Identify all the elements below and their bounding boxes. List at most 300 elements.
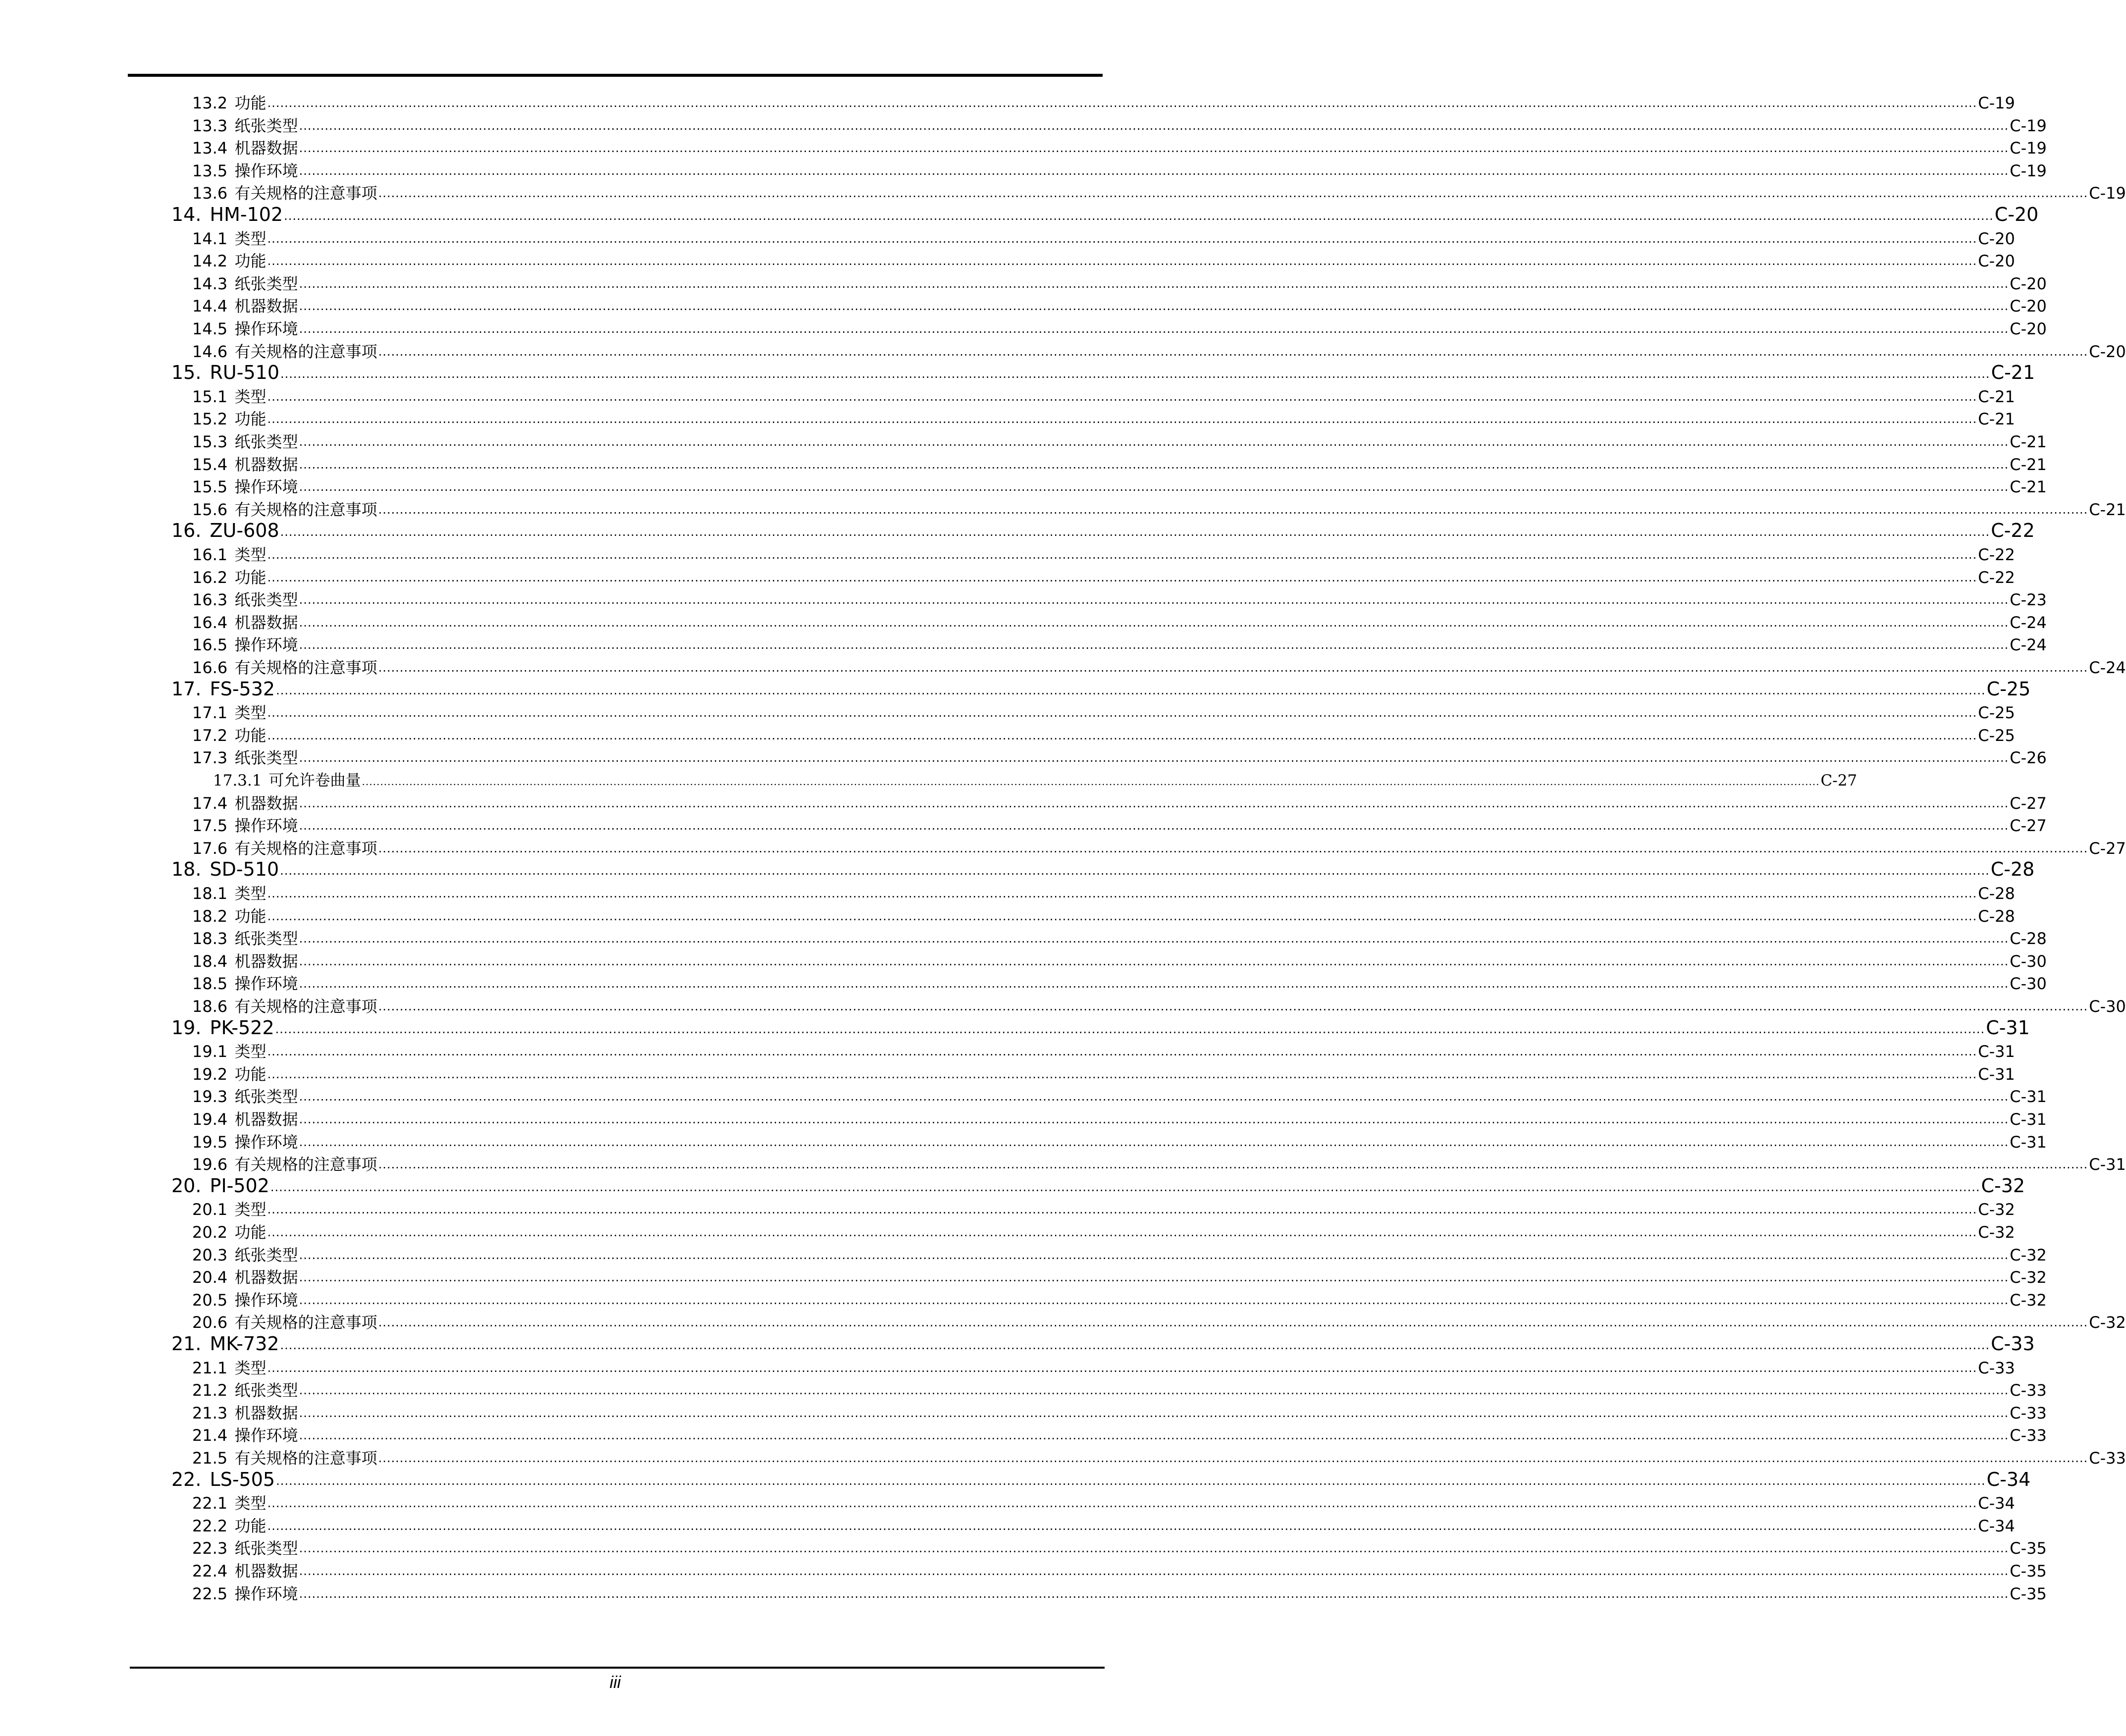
- toc-dot-leader: ................................................................................................................................................................................................................................................................................................................................................................................................................: [378, 1157, 2088, 1172]
- toc-entry-number: 19.3: [192, 1087, 228, 1106]
- toc-entry-title: RU-510: [210, 362, 279, 384]
- toc-entry-number: 13.5: [192, 161, 228, 180]
- toc-entry-number: 19.5: [192, 1132, 228, 1152]
- toc-entry-title: 纸张类型: [234, 274, 298, 293]
- toc-entry-title: 纸张类型: [234, 1087, 298, 1106]
- toc-dot-leader: ................................................................................................................................................................................................................................................................................................................................................................................................................: [299, 593, 2009, 607]
- toc-entry-number: 16.4: [192, 613, 228, 632]
- toc-dot-leader: ................................................................................................................................................................................................................................................................................................................................................................................................................: [378, 841, 2088, 855]
- toc-entry-number: 21.3: [192, 1403, 228, 1422]
- toc-entry-title: SD-510: [210, 858, 279, 881]
- toc-entry-page: C-32: [2089, 1313, 2126, 1332]
- toc-dot-leader: ................................................................................................................................................................................................................................................................................................................................................................................................................: [299, 322, 2009, 336]
- toc-entry-title: 功能: [234, 1223, 266, 1242]
- toc-entry-number: 17.2: [192, 726, 228, 745]
- toc-entry-title: 有关规格的注意事项: [234, 839, 377, 858]
- toc-entry-page: C-20: [1994, 204, 2039, 225]
- toc-entry-number: 14.3: [192, 274, 228, 293]
- toc-entry-page: C-20: [1978, 252, 2015, 271]
- toc-entry-title: 有关规格的注意事项: [234, 1313, 377, 1332]
- toc-dot-leader: ................................................................................................................................................................................................................................................................................................................................................................................................................: [299, 751, 2009, 765]
- toc-entry-page: C-26: [2010, 748, 2047, 768]
- toc-entry-number: 18.5: [192, 974, 228, 994]
- toc-entry-number: 13.2: [192, 94, 228, 112]
- toc-dot-leader: ................................................................................................................................................................................................................................................................................................................................................................................................................: [267, 706, 1977, 720]
- toc-entry-title: 类型: [234, 1358, 266, 1377]
- toc-section-entry[interactable]: [192, 726, 2015, 745]
- toc-entry-title: LS-505: [210, 1468, 275, 1490]
- toc-dot-leader: ................................................................................................................................................................................................................................................................................................................................................................................................................: [267, 1045, 1977, 1059]
- toc-dot-leader: ................................................................................................................................................................................................................................................................................................................................................................................................................: [267, 887, 1977, 900]
- toc-chapter-entry[interactable]: [171, 858, 2035, 881]
- toc-entry-page: C-32: [2010, 1245, 2047, 1264]
- toc-entry-page: C-20: [2010, 297, 2047, 316]
- toc-section-entry[interactable]: [192, 1358, 2015, 1377]
- toc-entry-page: C-34: [1978, 1516, 2015, 1535]
- toc-dot-leader: ................................................................................................................................................................................................................................................................................................................................................................................................................: [299, 932, 2009, 946]
- toc-dot-leader: ................................................................................................................................................................................................................................................................................................................................................................................................................: [378, 186, 2088, 201]
- toc-entry-number: 17.3.1: [213, 772, 262, 789]
- toc-section-entry[interactable]: [192, 139, 2047, 158]
- toc-entry-page: C-30: [2089, 997, 2126, 1016]
- toc-entry-title: 机器数据: [234, 1268, 298, 1287]
- toc-entry-page: C-24: [2010, 635, 2047, 655]
- toc-dot-leader: ................................................................................................................................................................................................................................................................................................................................................................................................................: [299, 977, 2009, 991]
- toc-entry-page: C-32: [1978, 1223, 2015, 1242]
- toc-dot-leader: ................................................................................................................................................................................................................................................................................................................................................................................................................: [267, 728, 1977, 742]
- toc-entry-number: 15.1: [192, 387, 228, 406]
- toc-entry-page: C-19: [1978, 94, 2015, 112]
- toc-section-entry[interactable]: [192, 297, 2047, 316]
- toc-entry-page: C-32: [1978, 1200, 2015, 1219]
- toc-entry-page: C-20: [2089, 342, 2126, 361]
- toc-entry-page: C-25: [1978, 726, 2015, 745]
- toc-entry-page: C-22: [1991, 520, 2035, 542]
- toc-entry-page: C-33: [2089, 1449, 2126, 1468]
- toc-dot-leader: ................................................................................................................................................................................................................................................................................................................................................................................................................: [378, 1451, 2088, 1465]
- toc-entry-number: 21.2: [192, 1381, 228, 1400]
- toc-entry-number: 14.: [171, 204, 202, 225]
- toc-entry-title: 类型: [234, 703, 266, 723]
- toc-entry-title: 纸张类型: [234, 929, 298, 948]
- toc-dot-leader: ................................................................................................................................................................................................................................................................................................................................................................................................................: [299, 457, 2009, 472]
- toc-dot-leader: ................................................................................................................................................................................................................................................................................................................................................................................................................: [267, 1067, 1977, 1081]
- toc-entry-number: 17.3: [192, 748, 228, 768]
- toc-entry-title: 类型: [234, 1494, 266, 1513]
- toc-entry-page: C-33: [2010, 1381, 2047, 1400]
- toc-section-entry[interactable]: [192, 1268, 2047, 1287]
- toc-dot-leader: ................................................................................................................................................................................................................................................................................................................................................................................................................: [267, 1203, 1977, 1217]
- toc-section-entry[interactable]: [192, 477, 2047, 497]
- toc-entry-number: 14.1: [192, 229, 228, 248]
- toc-entry-title: 可允许卷曲量: [268, 772, 361, 789]
- toc-section-entry[interactable]: [192, 184, 2126, 203]
- toc-chapter-entry[interactable]: [171, 1333, 2035, 1355]
- toc-entry-title: 功能: [234, 252, 266, 271]
- toc-dot-leader: ................................................................................................................................................................................................................................................................................................................................................................................................................: [299, 1586, 2009, 1601]
- toc-entry-title: 有关规格的注意事项: [234, 997, 377, 1016]
- toc-entry-page: C-24: [2089, 658, 2126, 677]
- toc-section-entry[interactable]: [192, 635, 2047, 655]
- toc-entry-title: 有关规格的注意事项: [234, 184, 377, 203]
- toc-entry-number: 22.4: [192, 1562, 228, 1580]
- toc-entry-number: 15.3: [192, 432, 228, 451]
- toc-entry-number: 14.5: [192, 319, 228, 338]
- toc-entry-page: C-33: [2010, 1403, 2047, 1422]
- toc-section-entry[interactable]: [192, 252, 2015, 271]
- toc-entry-page: C-32: [1981, 1174, 2025, 1197]
- toc-section-entry[interactable]: [192, 1132, 2047, 1152]
- toc-entry-title: PK-522: [210, 1016, 274, 1039]
- toc-chapter-entry[interactable]: [171, 1468, 2031, 1490]
- toc-entry-page: C-21: [2010, 455, 2047, 474]
- toc-entry-title: 操作环境: [234, 161, 298, 180]
- toc-section-entry[interactable]: [192, 545, 2015, 564]
- toc-entry-title: 功能: [234, 1064, 266, 1084]
- toc-entry-number: 22.5: [192, 1584, 228, 1603]
- toc-dot-leader: ................................................................................................................................................................................................................................................................................................................................................................................................................: [299, 638, 2009, 652]
- toc-entry-number: 19.4: [192, 1110, 228, 1129]
- toc-entry-title: 机器数据: [234, 613, 298, 632]
- toc-dot-leader: ................................................................................................................................................................................................................................................................................................................................................................................................................: [378, 1000, 2088, 1013]
- toc-entry-title: 纸张类型: [234, 432, 298, 451]
- toc-entry-page: C-35: [2010, 1584, 2047, 1603]
- toc-entry-title: 纸张类型: [234, 1539, 298, 1558]
- toc-entry-page: C-30: [2010, 974, 2047, 994]
- toc-entry-title: 功能: [234, 568, 266, 587]
- toc-entry-title: 操作环境: [234, 816, 298, 836]
- toc-dot-leader: ................................................................................................................................................................................................................................................................................................................................................................................................................: [378, 1315, 2088, 1330]
- toc-dot-leader: ................................................................................................................................................................................................................................................................................................................................................................................................................: [299, 615, 2009, 630]
- toc-section-entry[interactable]: [192, 906, 2015, 926]
- toc-entry-number: 14.6: [192, 342, 228, 361]
- toc-dot-leader: ................................................................................................................................................................................................................................................................................................................................................................................................................: [299, 1135, 2009, 1149]
- toc-dot-leader: ................................................................................................................................................................................................................................................................................................................................................................................................................: [267, 1496, 1977, 1511]
- toc-section-entry[interactable]: [192, 748, 2047, 768]
- toc-entry-number: 19.6: [192, 1155, 228, 1174]
- toc-dot-leader: ................................................................................................................................................................................................................................................................................................................................................................................................................: [299, 435, 2009, 449]
- toc-section-entry[interactable]: [192, 1381, 2047, 1400]
- toc-entry-page: C-31: [2010, 1132, 2047, 1152]
- toc-dot-leader: ................................................................................................................................................................................................................................................................................................................................................................................................................: [299, 1112, 2009, 1126]
- toc-dot-leader: ................................................................................................................................................................................................................................................................................................................................................................................................................: [280, 1338, 1990, 1352]
- toc-entry-page: C-20: [2010, 274, 2047, 293]
- toc-entry-number: 13.4: [192, 139, 228, 158]
- toc-dot-leader: ................................................................................................................................................................................................................................................................................................................................................................................................................: [267, 254, 1977, 268]
- toc-section-entry[interactable]: [192, 929, 2047, 948]
- toc-dot-leader: ................................................................................................................................................................................................................................................................................................................................................................................................................: [276, 683, 1986, 697]
- toc-entry-title: 操作环境: [234, 1290, 298, 1310]
- toc-entry-page: C-28: [1978, 906, 2015, 926]
- toc-entry-page: C-21: [1978, 387, 2015, 406]
- toc-entry-page: C-21: [2089, 500, 2126, 519]
- toc-section-entry[interactable]: [192, 161, 2047, 180]
- toc-entry-page: C-35: [2010, 1562, 2047, 1580]
- toc-dot-leader: ................................................................................................................................................................................................................................................................................................................................................................................................................: [299, 819, 2009, 833]
- toc-entry-title: 功能: [234, 1516, 266, 1535]
- toc-entry-number: 17.5: [192, 816, 228, 836]
- toc-dot-leader: ................................................................................................................................................................................................................................................................................................................................................................................................................: [280, 864, 1990, 878]
- toc-section-entry[interactable]: [192, 951, 2047, 971]
- toc-entry-number: 15.4: [192, 455, 228, 474]
- toc-entry-number: 21.4: [192, 1426, 228, 1445]
- toc-section-entry[interactable]: [192, 703, 2015, 723]
- toc-entry-title: 有关规格的注意事项: [234, 658, 377, 677]
- toc-dot-leader: ................................................................................................................................................................................................................................................................................................................................................................................................................: [299, 480, 2009, 494]
- toc-entry-title: 纸张类型: [234, 1245, 298, 1264]
- toc-entry-title: 机器数据: [234, 297, 298, 316]
- toc-entry-title: 机器数据: [234, 1562, 298, 1580]
- toc-entry-title: PI-502: [210, 1174, 269, 1197]
- toc-dot-leader: ................................................................................................................................................................................................................................................................................................................................................................................................................: [299, 1541, 2009, 1556]
- toc-section-entry[interactable]: [192, 1087, 2047, 1106]
- toc-dot-leader: ................................................................................................................................................................................................................................................................................................................................................................................................................: [275, 1022, 1985, 1036]
- toc-entry-page: C-21: [2010, 477, 2047, 497]
- toc-entry-page: C-28: [1990, 858, 2035, 881]
- toc-entry-number: 20.: [171, 1174, 202, 1197]
- toc-entry-page: C-33: [2010, 1426, 2047, 1445]
- toc-entry-page: C-28: [1978, 884, 2015, 903]
- toc-entry-page: C-20: [2010, 319, 2047, 338]
- toc-chapter-entry[interactable]: [171, 204, 2039, 225]
- toc-entry-page: C-31: [2010, 1087, 2047, 1106]
- toc-dot-leader: ................................................................................................................................................................................................................................................................................................................................................................................................................: [362, 776, 1820, 788]
- toc-entry-title: 机器数据: [234, 1403, 298, 1422]
- toc-dot-leader: ................................................................................................................................................................................................................................................................................................................................................................................................................: [267, 909, 1977, 923]
- toc-section-entry[interactable]: [192, 1223, 2015, 1242]
- toc-entry-number: 22.2: [192, 1516, 228, 1535]
- toc-entry-title: 功能: [234, 410, 266, 429]
- toc-entry-page: C-27: [1820, 772, 1858, 789]
- toc-section-entry[interactable]: [192, 1042, 2015, 1061]
- toc-section-entry[interactable]: [192, 1449, 2126, 1468]
- toc-entry-number: 13.3: [192, 116, 228, 135]
- toc-dot-leader: ................................................................................................................................................................................................................................................................................................................................................................................................................: [267, 1361, 1977, 1375]
- toc-chapter-entry[interactable]: [171, 362, 2035, 384]
- toc-dot-leader: ................................................................................................................................................................................................................................................................................................................................................................................................................: [378, 661, 2088, 675]
- toc-entry-title: 纸张类型: [234, 1381, 298, 1400]
- toc-entry-title: 类型: [234, 1200, 266, 1219]
- toc-chapter-entry[interactable]: [171, 678, 2031, 700]
- toc-entry-title: 类型: [234, 387, 266, 406]
- toc-section-entry[interactable]: [192, 974, 2047, 994]
- toc-section-entry[interactable]: [192, 568, 2015, 587]
- toc-section-entry[interactable]: [192, 387, 2015, 406]
- toc-dot-leader: ................................................................................................................................................................................................................................................................................................................................................................................................................: [299, 1090, 2009, 1104]
- toc-entry-page: C-32: [2010, 1290, 2047, 1310]
- toc-entry-title: FS-532: [210, 678, 275, 700]
- toc-entry-page: C-27: [2089, 839, 2126, 858]
- toc-section-entry[interactable]: [192, 500, 2126, 519]
- toc-section-entry[interactable]: [192, 613, 2047, 632]
- toc-section-entry[interactable]: [192, 1403, 2047, 1422]
- toc-section-entry[interactable]: [192, 410, 2015, 429]
- toc-entry-number: 18.1: [192, 884, 228, 903]
- toc-entry-page: C-25: [1986, 678, 2031, 700]
- toc-entry-title: HM-102: [210, 204, 283, 225]
- toc-section-entry[interactable]: [192, 793, 2047, 813]
- toc-section-entry[interactable]: [192, 816, 2047, 836]
- toc-entry-number: 14.4: [192, 297, 228, 316]
- toc-entry-number: 15.5: [192, 477, 228, 497]
- toc-entry-page: C-19: [2089, 184, 2126, 203]
- toc-entry-page: C-21: [2010, 432, 2047, 451]
- toc-entry-number: 19.1: [192, 1042, 228, 1061]
- toc-section-entry[interactable]: [192, 658, 2126, 677]
- toc-entry-title: ZU-608: [210, 520, 279, 542]
- toc-entry-title: 有关规格的注意事项: [234, 1155, 377, 1174]
- toc-entry-number: 17.4: [192, 793, 228, 813]
- toc-entry-number: 21.1: [192, 1358, 228, 1377]
- toc-dot-leader: ................................................................................................................................................................................................................................................................................................................................................................................................................: [280, 367, 1990, 381]
- toc-dot-leader: ................................................................................................................................................................................................................................................................................................................................................................................................................: [267, 1225, 1977, 1239]
- toc-entry-title: 机器数据: [234, 139, 298, 158]
- toc-chapter-entry[interactable]: [171, 1174, 2025, 1197]
- toc-entry-title: 操作环境: [234, 319, 298, 338]
- toc-dot-leader: ................................................................................................................................................................................................................................................................................................................................................................................................................: [299, 276, 2009, 291]
- toc-dot-leader: ................................................................................................................................................................................................................................................................................................................................................................................................................: [299, 1428, 2009, 1443]
- toc-dot-leader: ................................................................................................................................................................................................................................................................................................................................................................................................................: [276, 1473, 1986, 1488]
- toc-entry-title: 操作环境: [234, 1426, 298, 1445]
- toc-entry-title: 有关规格的注意事项: [234, 1449, 377, 1468]
- toc-entry-title: 机器数据: [234, 1110, 298, 1129]
- toc-entry-title: 操作环境: [234, 477, 298, 497]
- toc-dot-leader: ................................................................................................................................................................................................................................................................................................................................................................................................................: [267, 548, 1977, 562]
- toc-section-entry[interactable]: [213, 772, 1858, 789]
- toc-entry-number: 16.5: [192, 635, 228, 655]
- toc-entry-number: 15.6: [192, 500, 228, 519]
- toc-entry-title: 类型: [234, 229, 266, 248]
- toc-entry-title: 类型: [234, 1042, 266, 1061]
- toc-section-entry[interactable]: [192, 1562, 2047, 1580]
- toc-section-entry[interactable]: [192, 274, 2047, 293]
- toc-chapter-entry[interactable]: [171, 1016, 2030, 1039]
- toc-entry-title: 功能: [234, 94, 266, 112]
- toc-section-entry[interactable]: [192, 229, 2015, 248]
- toc-entry-page: C-19: [2010, 139, 2047, 158]
- toc-section-entry[interactable]: [192, 319, 2047, 338]
- toc-dot-leader: ................................................................................................................................................................................................................................................................................................................................................................................................................: [284, 209, 1994, 223]
- toc-section-entry[interactable]: [192, 1064, 2015, 1084]
- toc-section-entry[interactable]: [192, 1584, 2047, 1603]
- toc-entry-page: C-31: [1978, 1042, 2015, 1061]
- toc-dot-leader: ................................................................................................................................................................................................................................................................................................................................................................................................................: [378, 344, 2088, 359]
- toc-section-entry[interactable]: [192, 590, 2047, 610]
- page-number: iii: [609, 1673, 621, 1692]
- toc-entry-number: 18.3: [192, 929, 228, 948]
- toc-entry-page: C-19: [2010, 161, 2047, 180]
- toc-entry-title: 操作环境: [234, 1584, 298, 1603]
- toc-entry-title: 机器数据: [234, 951, 298, 971]
- toc-section-entry[interactable]: [192, 839, 2126, 858]
- toc-entry-page: C-25: [1978, 703, 2015, 723]
- toc-entry-number: 16.2: [192, 568, 228, 587]
- toc-section-entry[interactable]: [192, 1516, 2015, 1535]
- toc-section-entry[interactable]: [192, 1539, 2047, 1558]
- toc-entry-page: C-22: [1978, 568, 2015, 587]
- toc-section-entry[interactable]: [192, 116, 2047, 135]
- toc-entry-number: 18.4: [192, 951, 228, 971]
- toc-entry-page: C-20: [1978, 229, 2015, 248]
- toc-entry-title: 有关规格的注意事项: [234, 500, 377, 519]
- toc-section-entry[interactable]: [192, 1494, 2015, 1513]
- toc-entry-page: C-34: [1978, 1494, 2015, 1513]
- toc-section-entry[interactable]: [192, 1290, 2047, 1310]
- toc-entry-number: 17.6: [192, 839, 228, 858]
- toc-dot-leader: ................................................................................................................................................................................................................................................................................................................................................................................................................: [299, 954, 2009, 968]
- toc-dot-leader: ................................................................................................................................................................................................................................................................................................................................................................................................................: [299, 1564, 2009, 1578]
- toc-section-entry[interactable]: [192, 1245, 2047, 1264]
- toc-section-entry[interactable]: [192, 997, 2126, 1016]
- toc-section-entry[interactable]: [192, 94, 2015, 112]
- toc-entry-number: 20.6: [192, 1313, 228, 1332]
- toc-entry-page: C-21: [1978, 410, 2015, 429]
- toc-dot-leader: ................................................................................................................................................................................................................................................................................................................................................................................................................: [280, 525, 1990, 539]
- toc-entry-number: 15.: [171, 362, 202, 384]
- toc-section-entry[interactable]: [192, 342, 2126, 361]
- footer-rule: [130, 1667, 1105, 1669]
- toc-entry-page: C-21: [1991, 362, 2035, 384]
- toc-dot-leader: ................................................................................................................................................................................................................................................................................................................................................................................................................: [267, 231, 1977, 246]
- toc-entry-title: MK-732: [210, 1333, 279, 1355]
- toc-entry-page: C-30: [2010, 951, 2047, 971]
- toc-section-entry[interactable]: [192, 1313, 2126, 1332]
- toc-entry-number: 17.1: [192, 703, 228, 723]
- toc-dot-leader: ................................................................................................................................................................................................................................................................................................................................................................................................................: [299, 1406, 2009, 1420]
- toc-section-entry[interactable]: [192, 455, 2047, 474]
- toc-dot-leader: ................................................................................................................................................................................................................................................................................................................................................................................................................: [299, 299, 2009, 314]
- toc-entry-title: 有关规格的注意事项: [234, 342, 377, 361]
- toc-section-entry[interactable]: [192, 432, 2047, 451]
- toc-dot-leader: ................................................................................................................................................................................................................................................................................................................................................................................................................: [267, 412, 1977, 426]
- toc-entry-number: 20.3: [192, 1245, 228, 1264]
- toc-entry-number: 20.4: [192, 1268, 228, 1287]
- toc-dot-leader: ................................................................................................................................................................................................................................................................................................................................................................................................................: [299, 796, 2009, 810]
- toc-entry-number: 16.3: [192, 590, 228, 610]
- toc-dot-leader: ................................................................................................................................................................................................................................................................................................................................................................................................................: [299, 1248, 2009, 1262]
- toc-entry-page: C-35: [2010, 1539, 2047, 1558]
- toc-dot-leader: ................................................................................................................................................................................................................................................................................................................................................................................................................: [267, 96, 1977, 110]
- toc-dot-leader: ................................................................................................................................................................................................................................................................................................................................................................................................................: [267, 389, 1977, 404]
- toc-entry-title: 功能: [234, 906, 266, 926]
- toc-entry-number: 22.3: [192, 1539, 228, 1558]
- toc-entry-title: 机器数据: [234, 793, 298, 813]
- toc-section-entry[interactable]: [192, 1155, 2126, 1174]
- toc-entry-page: C-33: [1978, 1358, 2015, 1377]
- toc-entry-number: 16.6: [192, 658, 228, 677]
- toc-section-entry[interactable]: [192, 1426, 2047, 1445]
- toc-entry-page: C-23: [2010, 590, 2047, 610]
- toc-entry-title: 操作环境: [234, 1132, 298, 1152]
- toc-entry-number: 17.: [171, 678, 202, 700]
- toc-section-entry[interactable]: [192, 1110, 2047, 1129]
- toc-dot-leader: ................................................................................................................................................................................................................................................................................................................................................................................................................: [299, 1270, 2009, 1285]
- toc-entry-number: 16.: [171, 520, 202, 542]
- toc-entry-number: 19.2: [192, 1064, 228, 1084]
- toc-entry-number: 19.: [171, 1016, 202, 1039]
- toc-entry-title: 操作环境: [234, 974, 298, 994]
- toc-chapter-entry[interactable]: [171, 520, 2035, 542]
- toc-dot-leader: ................................................................................................................................................................................................................................................................................................................................................................................................................: [270, 1180, 1980, 1194]
- toc-entry-title: 机器数据: [234, 455, 298, 474]
- toc-entry-page: C-24: [2010, 613, 2047, 632]
- toc-dot-leader: ................................................................................................................................................................................................................................................................................................................................................................................................................: [378, 502, 2088, 517]
- toc-section-entry[interactable]: [192, 1200, 2015, 1219]
- toc-section-entry[interactable]: [192, 884, 2015, 903]
- toc-entry-page: C-32: [2010, 1268, 2047, 1287]
- toc-entry-page: C-31: [1978, 1064, 2015, 1084]
- toc-entry-number: 20.2: [192, 1223, 228, 1242]
